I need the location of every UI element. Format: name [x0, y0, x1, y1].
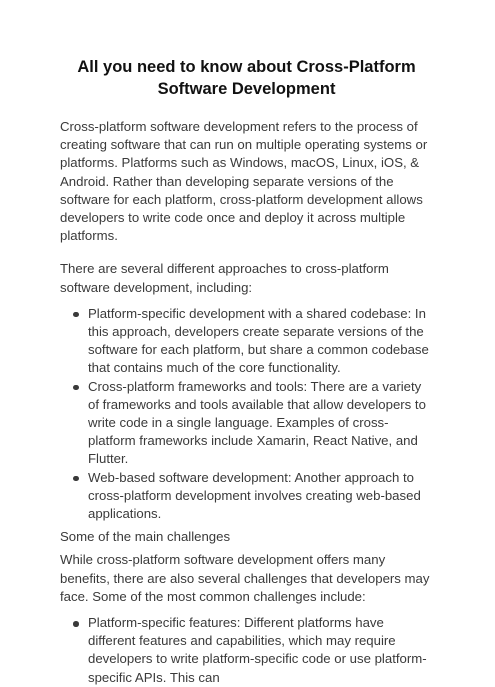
page-title: All you need to know about Cross-Platform Software Development	[77, 58, 416, 98]
list-item-text: Platform-specific features: Different platforms have different features and capabilities, which may require developers to write platform-specific code or use platform-specific APIs. This can	[88, 615, 427, 685]
bullet-icon	[73, 621, 79, 627]
challenges-list	[60, 614, 433, 687]
bullet-icon	[73, 385, 79, 391]
bullet-icon	[73, 312, 79, 318]
list-item	[60, 614, 433, 687]
intro-paragraph: Cross-platform software development refers to the process of creating software that can run on multiple operating systems or platforms. Platforms such as Windows, macOS, Linux, iOS, & Android. Rather than developing separate versions of the software for each platform, cross-platform development allows developers to write code once and deploy it across multiple platforms.	[60, 119, 428, 244]
list-item	[60, 378, 433, 469]
list-item-text: Web-based software development: Another approach to cross-platform development involves creating web-based applications.	[88, 469, 421, 522]
challenges-heading: Some of the main challenges	[60, 529, 231, 545]
list-item-text: Platform-specific development with a shared codebase: In this approach, developers create separate versions of the software for each platform, but share a common codebase that contains much of the core functionality.	[88, 305, 429, 376]
approaches-list	[60, 305, 433, 523]
list-item	[60, 469, 433, 524]
approaches-intro-paragraph: There are several different approaches to cross-platform software development, including:	[60, 261, 389, 295]
list-item-text: Cross-platform frameworks and tools: There are a variety of frameworks and tools available that allow developers to write code in a single language. Examples of cross-platform frameworks include Xamarin, React Native, and Flutter.	[88, 378, 426, 467]
challenges-intro-paragraph: While cross-platform software development offers many benefits, there are also several challenges that developers may face. Some of the most common challenges include:	[60, 552, 430, 604]
bullet-icon	[73, 476, 79, 482]
list-item	[60, 305, 433, 378]
